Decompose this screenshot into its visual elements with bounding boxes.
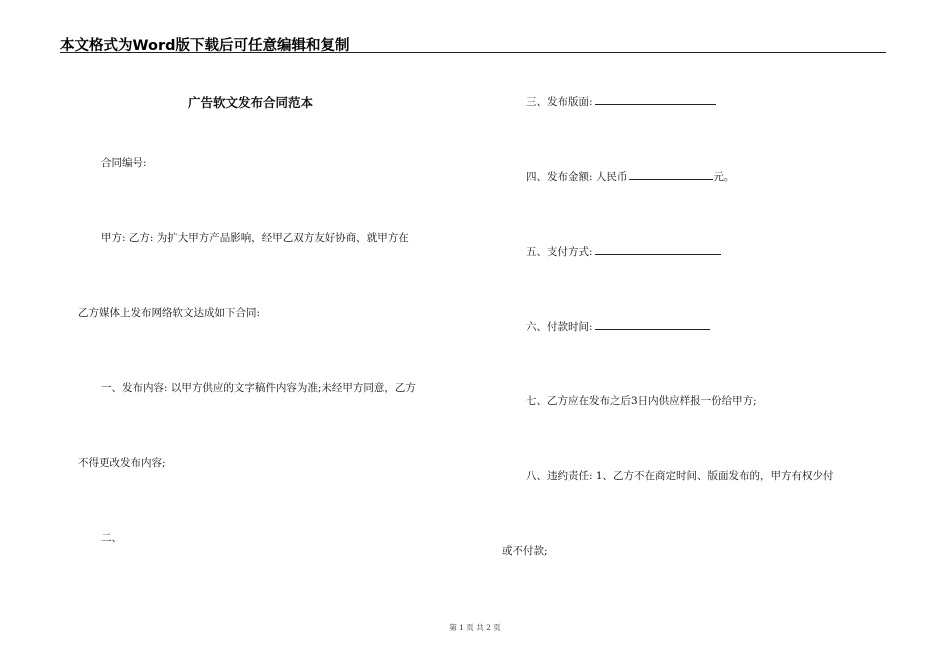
clause-4-label: 四、发布金额: 人民币 bbox=[526, 171, 628, 183]
clause-2-line: 二、 bbox=[101, 532, 122, 544]
clause-6-label: 六、付款时间: bbox=[526, 321, 593, 333]
clause-8-line: 八、违约责任: 1、乙方不在商定时间、版面发布的，甲方有权少付 bbox=[526, 470, 834, 482]
layout-blank bbox=[595, 93, 716, 105]
header-divider bbox=[60, 52, 886, 53]
document-title: 广告软文发布合同范本 bbox=[188, 95, 314, 110]
clause-1-line: 一、发布内容: 以甲方供应的文字稿件内容为准;未经甲方同意，乙方 bbox=[101, 382, 416, 394]
clause-7-line: 七、乙方应在发布之后3日内供应样报一份给甲方; bbox=[526, 395, 757, 407]
clause-4-line bbox=[526, 168, 734, 184]
clause-3-label: 三、发布版面: bbox=[526, 96, 593, 108]
clause-6-line bbox=[526, 318, 710, 334]
parties-line-cont: 乙方媒体上发布网络软文达成如下合同: bbox=[78, 307, 261, 319]
clause-3-line bbox=[526, 93, 716, 109]
parties-line: 甲方: 乙方: 为扩大甲方产品影响，经甲乙双方友好协商，就甲方在 bbox=[101, 232, 409, 244]
payment-time-blank bbox=[595, 318, 710, 330]
page-header-title: 本文格式为Word版下载后可任意编辑和复制 bbox=[60, 38, 350, 54]
clause-4-suffix: 元。 bbox=[713, 171, 735, 183]
contract-number-line: 合同编号: bbox=[101, 157, 147, 169]
clause-5-line bbox=[526, 243, 721, 259]
payment-method-blank bbox=[595, 243, 721, 255]
clause-1-line-cont: 不得更改发布内容; bbox=[78, 457, 166, 469]
amount-blank bbox=[629, 168, 713, 180]
page-number-footer: 第 1 页 共 2 页 bbox=[449, 623, 501, 632]
clause-5-label: 五、支付方式: bbox=[526, 246, 593, 258]
clause-8-line-cont: 或不付款; bbox=[502, 545, 548, 557]
